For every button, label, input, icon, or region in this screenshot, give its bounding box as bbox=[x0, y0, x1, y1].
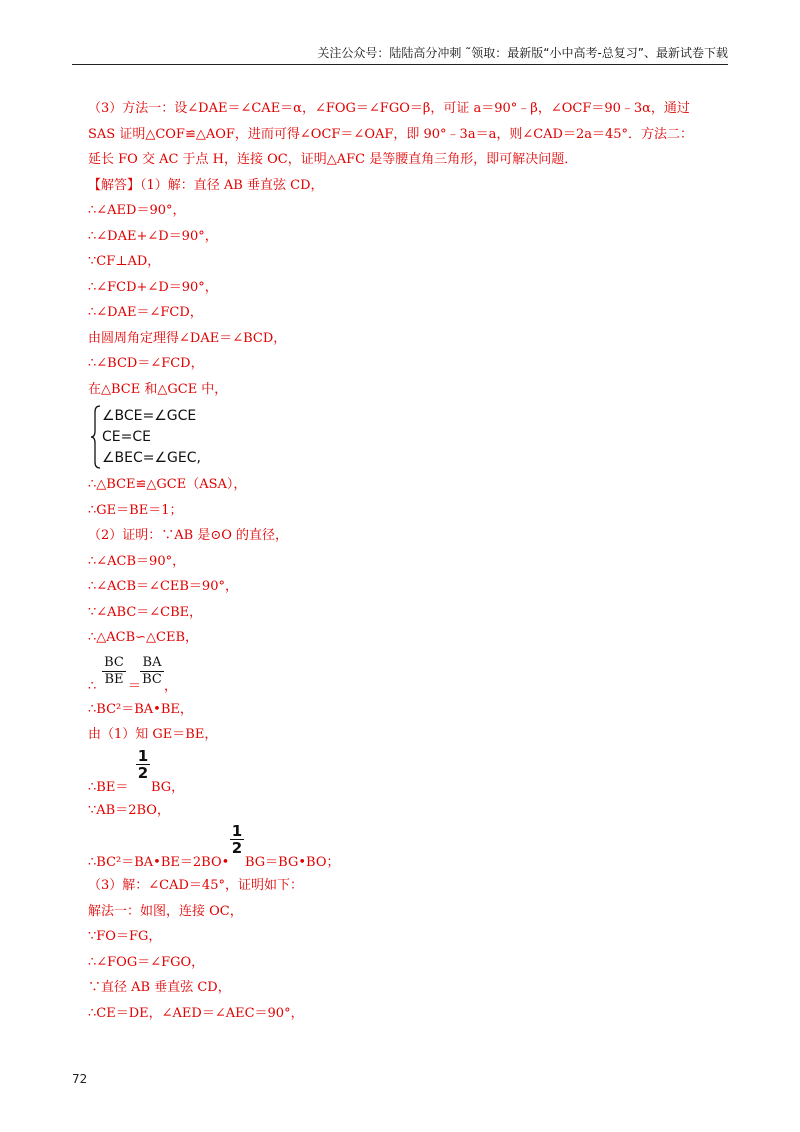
half-equation bbox=[88, 748, 728, 798]
comma: ， bbox=[164, 678, 178, 694]
equals-sign: ＝ bbox=[128, 678, 142, 694]
text-line: 解法一：如图，连接 OC， bbox=[88, 903, 243, 919]
system-line: ∠BCE=∠GCE bbox=[102, 408, 197, 424]
text-line: ∴∠FCD+∠D＝90°， bbox=[88, 279, 218, 295]
text-line: ∴∠DAE+∠D＝90°， bbox=[88, 228, 218, 244]
text-line: ∵AB＝2BO， bbox=[88, 802, 170, 818]
therefore-symbol: ∴ bbox=[88, 678, 97, 694]
text-line: ∴∠ACB＝90°， bbox=[88, 553, 186, 569]
text-line: 由（1）知 GE＝BE， bbox=[88, 727, 218, 742]
fraction-denominator: BC bbox=[140, 671, 164, 688]
text-line: ∴∠FOG＝∠FGO， bbox=[88, 954, 205, 970]
text-line: ∵直径 AB 垂直弦 CD， bbox=[88, 980, 231, 995]
text-line: SAS 证明△COF≌△AOF，进而可得∠OCF＝∠OAF，即 90°﹣3a＝a，则∠CAD＝2a＝45°．方法二： bbox=[88, 126, 694, 142]
equation-system bbox=[90, 404, 728, 470]
fraction-equation bbox=[88, 651, 728, 697]
fraction-numerator: BC bbox=[104, 654, 124, 670]
fraction-numerator: BA bbox=[142, 654, 162, 670]
left-brace-icon bbox=[90, 404, 102, 470]
text-line: ∴BC²＝BA•BE， bbox=[88, 701, 193, 717]
answer-line bbox=[88, 173, 728, 199]
text-line: ∴∠DAE＝∠FCD， bbox=[88, 305, 203, 320]
text-line: ∴CE＝DE，∠AED＝∠AEC＝90°， bbox=[88, 1005, 304, 1021]
text-line: 延长 FO 交 AC 于点 H，连接 OC，证明△AFC 是等腰直角三角形，即可解决问题． bbox=[88, 152, 578, 167]
fraction-one-half bbox=[230, 823, 244, 856]
text-line: ∴GE＝BE＝1； bbox=[88, 502, 183, 518]
system-line: ∠BEC=∠GEC, bbox=[102, 450, 201, 466]
fraction-numerator: 1 bbox=[137, 746, 149, 765]
text-line: （3）解：∠CAD＝45°，证明如下： bbox=[88, 878, 303, 893]
equation-suffix: BG＝BG•BO； bbox=[245, 855, 340, 870]
fraction-numerator: 1 bbox=[231, 822, 243, 840]
text-line: ∴∠AED＝90°， bbox=[88, 203, 186, 218]
page-header: 关注公众号：陆陆高分冲刺 ˜领取：最新版“小中高考-总复习”、最新试卷下载 bbox=[317, 46, 728, 60]
text-line: ∴△ACB∽△CEB， bbox=[88, 630, 199, 645]
text-line: ∵∠ABC＝∠CBE， bbox=[88, 604, 203, 620]
equation-suffix: BG， bbox=[151, 779, 185, 795]
page-number: 72 bbox=[72, 1072, 88, 1086]
text-line: （2）证明：∵AB 是⊙O 的直径， bbox=[88, 528, 289, 543]
text-line: ∴∠BCD＝∠FCD， bbox=[88, 356, 204, 371]
text-line: 由圆周角定理得∠DAE＝∠BCD， bbox=[88, 330, 287, 346]
answer-tag: 【解答】 bbox=[88, 177, 141, 193]
system-line: CE=CE bbox=[102, 429, 151, 445]
half-equation bbox=[88, 823, 728, 873]
text-line: ∵CF⊥AD， bbox=[88, 254, 161, 269]
solution-content bbox=[88, 96, 728, 1026]
fraction-denominator: 2 bbox=[231, 839, 243, 857]
fraction-bc-be bbox=[102, 655, 126, 688]
equation-prefix: ∴BE＝ bbox=[88, 779, 129, 795]
equation-prefix: ∴BC²＝BA•BE＝2BO• bbox=[88, 855, 230, 870]
text-line: （3）方法一：设∠DAE＝∠CAE＝α，∠FOG＝∠FGO＝β，可证 a＝90°﹣β，∠OCF＝90﹣3α，通过 bbox=[88, 101, 690, 116]
text-line: ∴△BCE≌△GCE（ASA）， bbox=[88, 477, 247, 492]
fraction-denominator: BE bbox=[102, 671, 126, 688]
fraction-one-half bbox=[136, 748, 150, 781]
text-line: ∵FO＝FG， bbox=[88, 929, 162, 944]
answer-text: （1）解：直径 AB 垂直弦 CD， bbox=[140, 177, 324, 193]
text-line: 在△BCE 和△GCE 中， bbox=[88, 381, 228, 397]
header-rule bbox=[72, 64, 728, 65]
fraction-denominator: 2 bbox=[137, 763, 149, 782]
fraction-ba-bc bbox=[140, 655, 164, 688]
text-line: ∴∠ACB＝∠CEB＝90°， bbox=[88, 579, 238, 594]
